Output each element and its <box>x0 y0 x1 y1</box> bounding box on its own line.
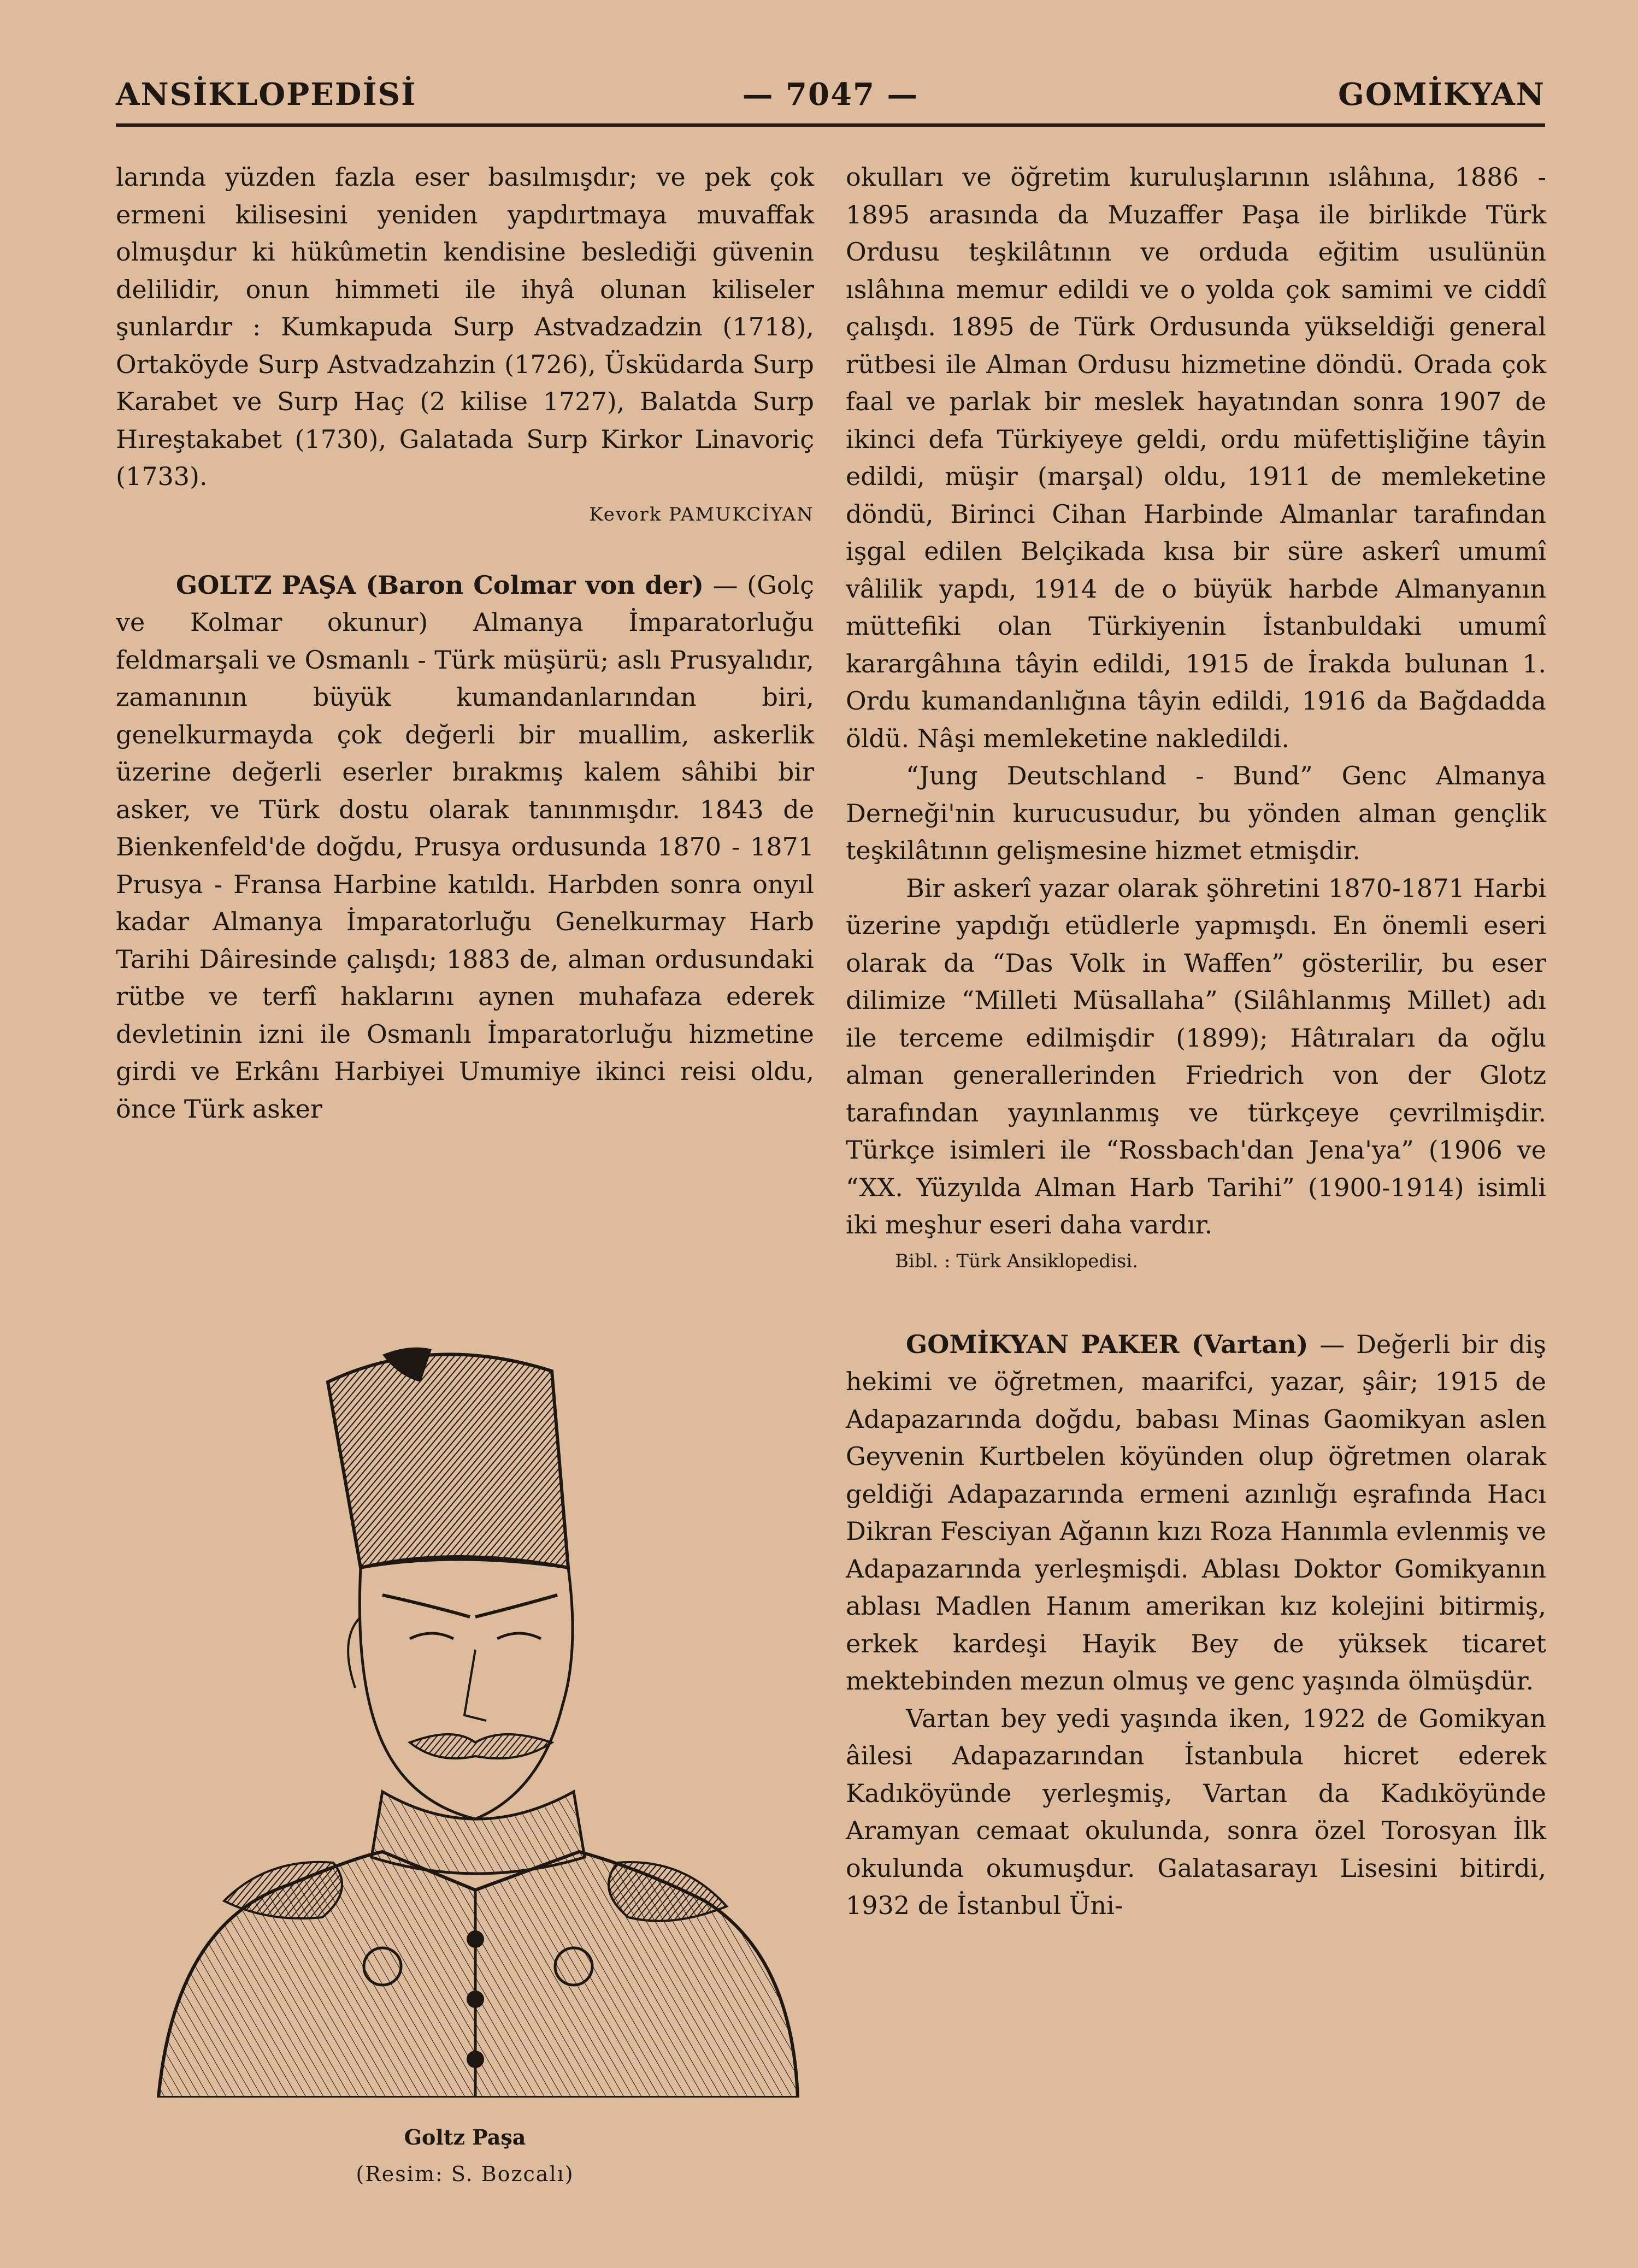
gomikyan-entry <box>846 1326 1546 1700</box>
page-header <box>116 76 1545 126</box>
page-number: — 7047 — <box>742 76 919 113</box>
vartan-paragraph: Vartan bey yedi yaşında iken, 1922 de Gomikyan âilesi Adapazarından İstanbula hicret ederek Kadıköyünde yerleşmiş, Vartan da Kadıköyünde Aramyan cemaat okulunda, sonra özel Torosyan İlk okulunda okumuşdur. Galatasarayı Lisesini bitirdi, 1932 de İstanbul Üni- <box>846 1703 1546 1920</box>
header-rule <box>116 123 1545 127</box>
figure-caption-title: Goltz Paşa <box>404 2125 526 2149</box>
header-right: GOMİKYAN <box>1338 76 1545 113</box>
goltz-entry <box>116 566 814 1128</box>
figure-caption-credit: (Resim: S. Bozcalı) <box>356 2162 574 2186</box>
goltz-entry-body: — (Golç ve Kolmar okunur) Almanya İmparatorluğu feldmarşali ve Osmanlı - Türk müşürü; aslı Prusyalıdır, zamanının büyük kumandanlarından biri, genelkurmayda çok değerli bir muallim, askerlik üzerine değerli eserler bırakmış kalem sâhibi bir asker, ve Türk dostu olarak tanınmışdır. 1843 de Bienkenfeld'de doğdu, Prusya ordusunda 1870 - 1871 Prusya - Fransa Harbine katıldı. Harbden sonra onyıl kadar Almanya İmparatorluğu Genelkurmay Harb Tarihi Dâiresinde çalışdı; 1883 de, alman ordusundaki rütbe ve terfî haklarını aynen muhafaza ederek devletinin izni ile Osmanlı İmparatorluğu hizmetine girdi ve Erkânı Harbiyei Umumiye ikinci reisi oldu, önce Türk asker <box>116 570 814 1124</box>
goltz-entry-title: GOLTZ PAŞA (Baron Colmar von der) <box>176 570 704 600</box>
goltz-continuation-paragraph: okulları ve öğretim kuruluşlarının ıslâhına, 1886 - 1895 arasında da Muzaffer Paşa ile birlikde Türk Ordusu teşkilâtının ve orduda eğitim usulünün ıslâhına memur edildi ve o yolda çok samimi ve ciddî çalışdı. 1895 de Türk Ordusunda yükseldiği general rütbesi ile Alman Ordusu hizmetine döndü. Orada çok faal ve parlak bir meslek hayatından sonra 1907 de ikinci defa Türkiyeye geldi, ordu müfettişliğine tâyin edildi, müşir (marşal) oldu, 1911 de memleketine döndü, Birinci Cihan Harbinde Almanlar tarafından işgal edilen Belçikada kısa bir süre askerî umumî vâlilik yapdı, 1914 de o büyük harbde Almanyanın müttefiki olan Türkiyenin İstanbuldaki umumî karargâhına tâyin edildi, 1915 de İrakda bulunan 1. Ordu kumandanlığına tâyin edildi, 1916 da Bağdadda öldü. Nâşi memleketine nakledildi. <box>846 162 1546 753</box>
author-signature: Kevork PAMUKCİYAN <box>589 503 814 525</box>
jung-deutschland-paragraph: “Jung Deutschland - Bund” Genc Almanya Derneği'nin kurucusudur, bu yönden alman gençlik teşkilâtının gelişmesine hizmet etmişdir. <box>846 761 1546 865</box>
military-writer-paragraph: Bir askerî yazar olarak şöhretini 1870-1871 Harbi üzerine yapdığı etüdlerle yapmışdı. En önemli eseri olarak da “Das Volk in Waffen” gösterilir, bu eser dilimize “Milleti Müsallaha” (Silâhlanmış Millet) adı ile terceme edilmişdir (1899); Hâtıraları da oğlu alman generallerinden Friedrich von der Glotz tarafından yayınlanmış ve türkçeye çevrilmişdir. Türkçe isimleri ile “Rossbach'dan Jena'ya” (1906 ve “XX. Yüzyılda Alman Harb Tarihi” (1900-1914) isimli iki meşhur eseri daha vardır. <box>846 873 1546 1239</box>
bibliography: Bibl. : Türk Ansiklopedisi. <box>895 1250 1138 1272</box>
gomikyan-entry-body: — Değerli bir diş hekimi ve öğretmen, maarifci, yazar, şâir; 1915 de Adapazarında doğdu, babası Minas Gaomikyan aslen Geyvenin Kurtbelen köyünden olup öğretmen olarak geldiği Adapazarında ermeni azınlığı eşrafında Hacı Dikran Fesciyan Ağanın kızı Roza Hanımla evlenmiş ve Adapazarında yerleşmişdi. Ablası Doktor Gomikyanın ablası Madlen Hanım amerikan kız kolejini bitirmiş, erkek kardeşi Hayik Bey de yüksek ticaret mektebinden mezun olmuş ve genc yaşında ölmüşdür. <box>846 1329 1546 1696</box>
gomikyan-entry-title: GOMİKYAN PAKER (Vartan) <box>906 1329 1309 1359</box>
continuation-paragraph: larında yüzden fazla eser basılmışdır; ve pek çok ermeni kilisesini yeniden yapdırtmaya muvaffak olmuşdur ki hükûmetin kendisine beslediği güvenin delilidir, onun himmeti ile ihyâ olunan kiliseler şunlardır : Kumkapuda Surp Astvadzadzin (1718), Ortaköyde Surp Astvadzahzin (1726), Üsküdarda Surp Karabet ve Surp Haç (2 kilise 1727), Balatda Surp Hıreştakabet (1730), Galatada Surp Kirkor Linavoriç (1733). <box>116 162 814 491</box>
right-column <box>846 158 1546 1924</box>
goltz-pasha-portrait <box>126 1311 814 2098</box>
left-column <box>116 158 814 1127</box>
header-left: ANSİKLOPEDİSİ <box>116 76 417 113</box>
